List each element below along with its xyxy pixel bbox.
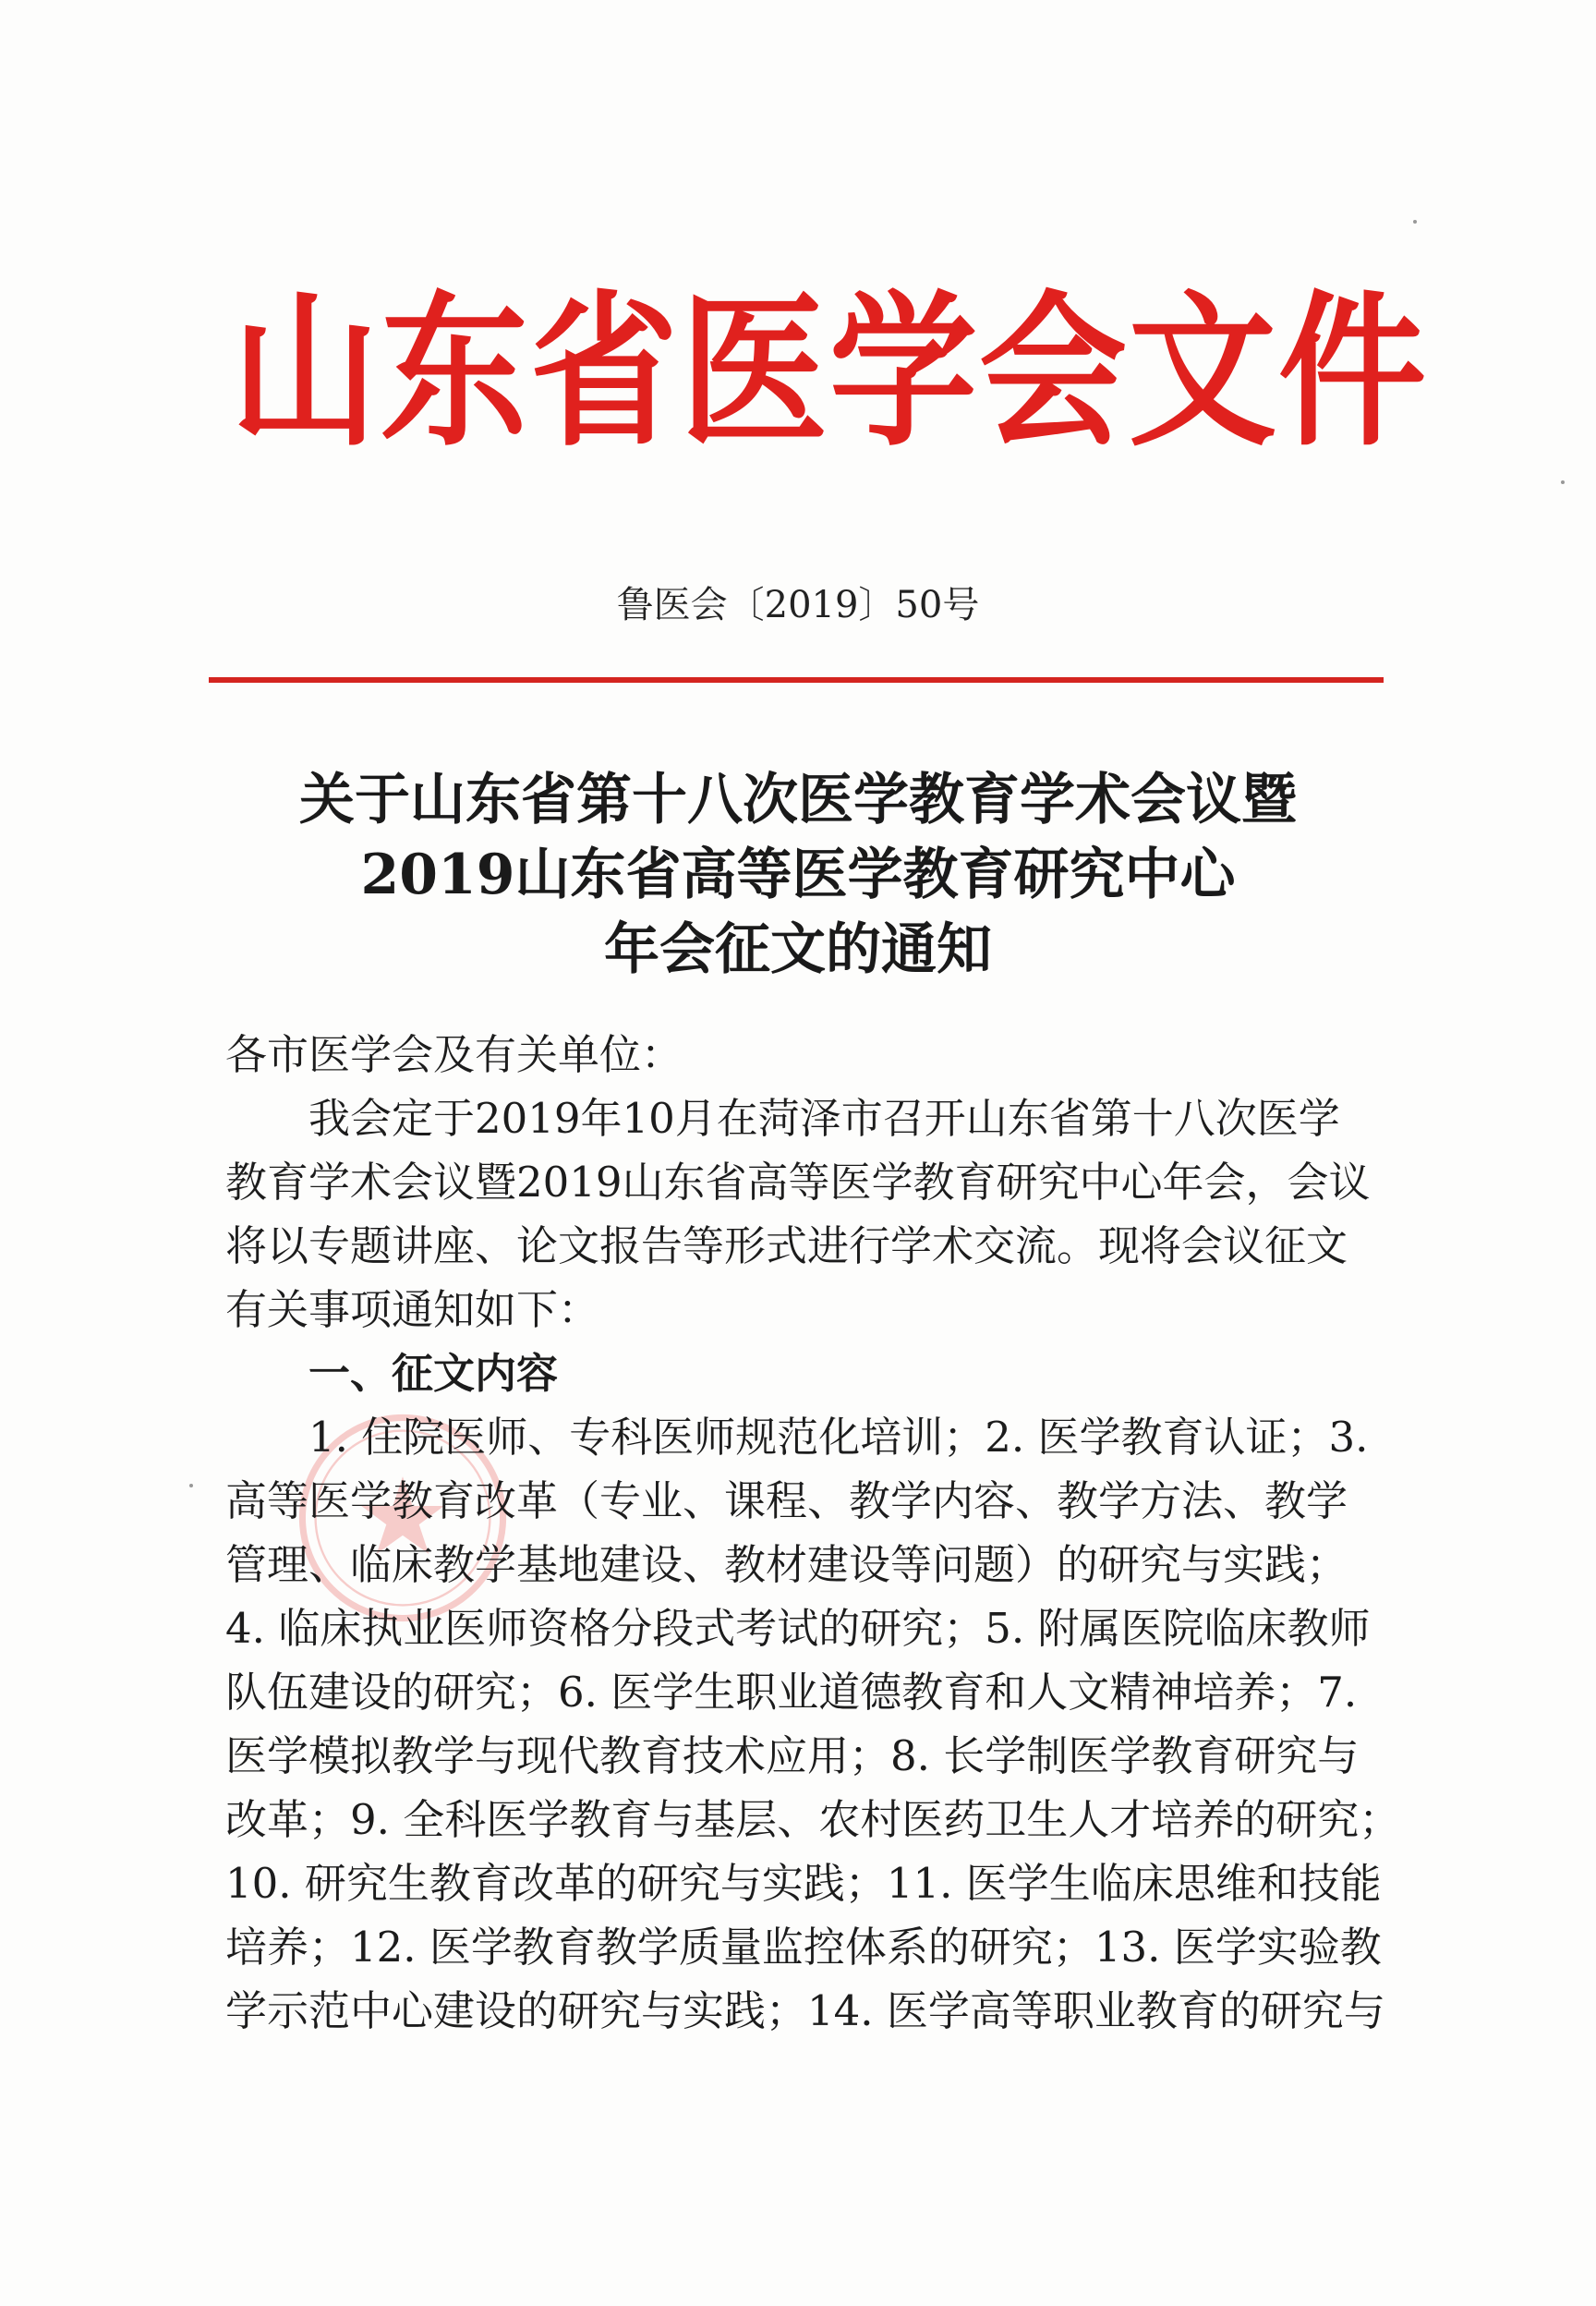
content-line: 管理、临床教学基地建设、教材建设等问题）的研究与实践； [225, 1540, 1348, 1589]
notice-title [0, 763, 1596, 988]
salutation: 各市医学会及有关单位： [225, 1030, 683, 1079]
content-line: 队伍建设的研究；6. 医学生职业道德教育和人文精神培养；7. [225, 1668, 1358, 1717]
document-number: 鲁医会〔2019〕50号 [616, 584, 980, 626]
content-line: 4. 临床执业医师资格分段式考试的研究；5. 附属医院临床教师 [225, 1604, 1371, 1653]
content-line: 10. 研究生教育改革的研究与实践；11. 医学生临床思维和技能 [225, 1859, 1382, 1908]
intro-line: 将以专题讲座、论文报告等形式进行学术交流。现将会议征文 [225, 1221, 1348, 1270]
section-heading: 一、征文内容 [308, 1349, 559, 1398]
content-line: 培养；12. 医学教育教学质量监控体系的研究；13. 医学实验教 [225, 1923, 1382, 1972]
title-line-1: 关于山东省第十八次医学教育学术会议暨 [299, 768, 1297, 832]
red-divider-rule [209, 677, 1384, 683]
content-line: 医学模拟教学与现代教育技术应用；8. 长学制医学教育研究与 [225, 1731, 1360, 1780]
intro-line: 有关事项通知如下： [225, 1285, 600, 1334]
scan-speck [1413, 220, 1417, 224]
content-line: 改革；9. 全科医学教育与基层、农村医药卫生人才培养的研究； [225, 1795, 1401, 1844]
title-line-3: 年会征文的通知 [604, 917, 992, 982]
scan-speck [189, 1484, 193, 1487]
intro-line: 教育学术会议暨2019山东省高等医学教育研究中心年会，会议 [225, 1158, 1371, 1207]
scan-speck [1561, 480, 1565, 484]
content-line: 高等医学教育改革（专业、课程、教学内容、教学方法、教学 [225, 1476, 1348, 1525]
org-document-header: 山东省医学会文件 [231, 273, 1429, 469]
content-line: 1. 住院医师、专科医师规范化培训；2. 医学教育认证；3. [308, 1413, 1369, 1462]
notice-body [225, 1023, 1401, 2043]
intro-line: 我会定于2019年10月在菏泽市召开山东省第十八次医学 [308, 1094, 1340, 1143]
content-line: 学示范中心建设的研究与实践；14. 医学高等职业教育的研究与 [225, 1986, 1385, 2035]
title-line-2: 2019山东省高等医学教育研究中心 [360, 843, 1236, 907]
